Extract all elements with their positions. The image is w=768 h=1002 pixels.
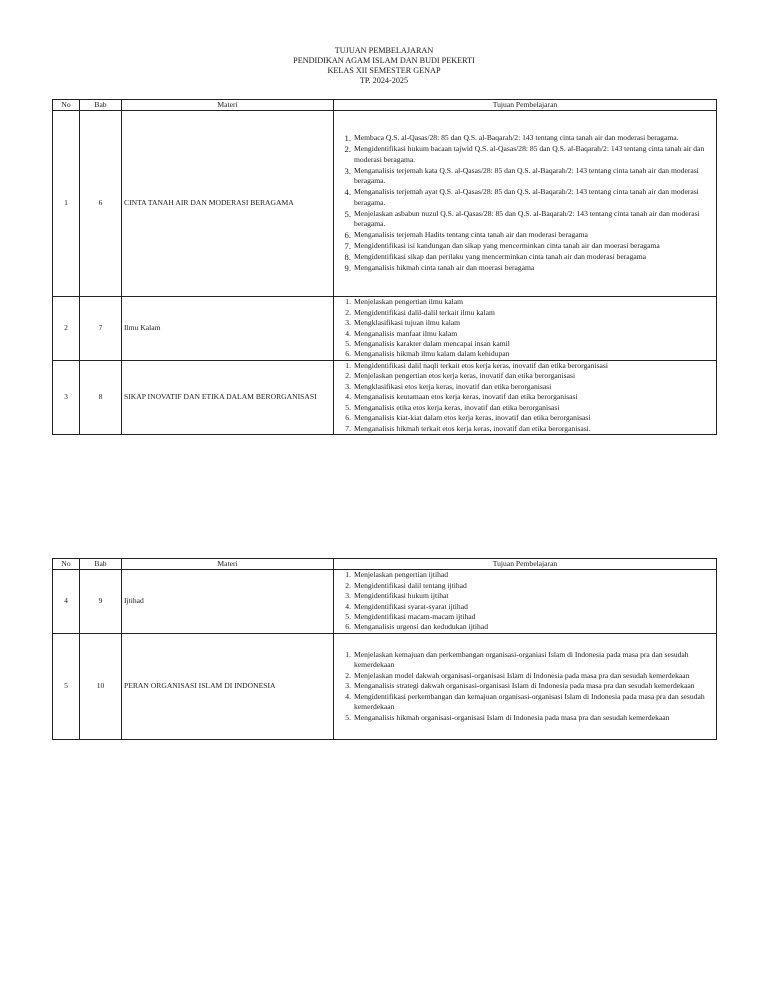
list-item-number: 5. [345, 611, 351, 621]
list-item-text: Mengidentifikasi dalil tentang ijtihad [354, 580, 467, 590]
list-item-number: 3. [345, 318, 351, 328]
list-item [334, 382, 714, 392]
column-header-bab: Bab [80, 100, 122, 111]
list-item [334, 570, 714, 580]
objectives-list [334, 650, 714, 723]
list-item-number: 7. [345, 423, 351, 433]
table-row [53, 634, 717, 740]
table-row [53, 111, 717, 297]
list-item-text: Menjelaskan pengertian etos kerja keras, inovatif dan etika berorganisasi [354, 371, 576, 381]
list-item-number: 4. [345, 601, 351, 611]
list-item-number: 2. [345, 580, 351, 590]
objectives-list [334, 133, 714, 273]
row-no: 1 [53, 111, 80, 297]
list-item [334, 252, 714, 262]
list-item-number: 2. [345, 371, 351, 381]
list-item-number: 1. [344, 133, 351, 144]
column-header-materi: Materi [122, 559, 334, 570]
list-item [334, 692, 714, 713]
table-row [53, 570, 717, 634]
list-item [334, 581, 714, 591]
list-item-number: 6. [345, 413, 351, 423]
list-item-text: Menganalisis etika etos kerja keras, inovatif dan etika berorganisasi [354, 402, 560, 412]
list-item [334, 713, 714, 723]
list-item [334, 166, 714, 187]
list-item-number: 7. [344, 241, 351, 252]
list-item [334, 591, 714, 601]
column-header-no: No [53, 100, 80, 111]
row-bab: 9 [80, 570, 122, 634]
row-no: 2 [53, 297, 80, 361]
table-header-row [53, 559, 717, 570]
row-no: 3 [53, 361, 80, 435]
list-item-text: Menjelaskan pengertian ilmu kalam [354, 297, 464, 307]
list-item-text: Menganalisis manfaat ilmu kalam [354, 328, 458, 338]
list-item [334, 297, 714, 307]
list-item [334, 209, 714, 230]
list-item-number: 4. [345, 691, 351, 701]
list-item [334, 339, 714, 349]
list-item-number: 6. [345, 622, 351, 632]
list-item-text: Menganalisis kiat-kiat dalam etos kerja keras, inovatif dan etika berorganisasi [354, 413, 591, 423]
objectives-list [334, 297, 714, 359]
list-item [334, 424, 714, 434]
list-item [334, 681, 714, 691]
table-row [53, 297, 717, 361]
list-item-text: Mengidentifikasi dalil-dalil terkait ilmu kalam [354, 307, 495, 317]
list-item [334, 612, 714, 622]
list-item-text: Mengidentifikasi perkembangan dan kemajuan organisasi-organisasi Islam di Indonesia pada masa pra dan sesudah kemerdekaan [354, 691, 705, 712]
list-item-text: Menganalisis hikmah terkait etos kerja keras, inovatif dan etika berorganisasi. [354, 423, 591, 433]
row-bab: 8 [80, 361, 122, 435]
objectives-list [334, 361, 714, 434]
list-item-number: 4. [345, 392, 351, 402]
column-header-no: No [53, 559, 80, 570]
header-class: KELAS XII SEMESTER GENAP [327, 66, 441, 75]
row-no: 5 [53, 634, 80, 740]
row-tujuan [334, 570, 717, 634]
list-item-number: 3. [345, 681, 351, 691]
list-item [334, 671, 714, 681]
objectives-list [334, 570, 714, 632]
list-item-text: Mengidentifikasi isi kandungan dan sikap yang mencerminkan cinta tanah air dan moerasi beragama [354, 241, 660, 251]
list-item [334, 392, 714, 402]
list-item [334, 133, 714, 143]
header-year: TP. 2024-2025 [359, 76, 409, 85]
list-item-number: 3. [345, 381, 351, 391]
list-item-number: 5. [345, 402, 351, 412]
row-tujuan [334, 634, 717, 740]
row-materi: CINTA TANAH AIR DAN MODERASI BERAGAMA [122, 111, 334, 297]
list-item-text: Menganalisis urgensi dan kedudukan ijtihad [354, 622, 488, 632]
row-materi: Ijtihad [122, 570, 334, 634]
table-row [53, 361, 717, 435]
list-item-number: 1. [345, 650, 351, 660]
list-item [334, 329, 714, 339]
list-item [334, 371, 714, 381]
list-item-text: Menganalisis hikmah ilmu kalam dalam kehidupan [354, 349, 510, 359]
list-item [334, 187, 714, 208]
list-item-text: Mengklasifikasi etos kerja keras, inovatif dan etika berorganisasi [354, 381, 552, 391]
row-tujuan [334, 111, 717, 297]
list-item-text: Mengidentifikasi hukum bacaan tajwid Q.S. al-Qasas/28: 85 dan Q.S. al-Baqarah/2: 143 tentang cinta tanah air dan moderasi beragama. [354, 144, 705, 164]
list-item-text: Menjelaskan model dakwah organisasi-organisasi Islam di Indonesia pada masa pra dan sesudah kemerdekaan [354, 670, 690, 680]
list-item-number: 6. [344, 230, 351, 241]
list-item [334, 318, 714, 328]
list-item-number: 6. [345, 349, 351, 359]
row-tujuan [334, 297, 717, 361]
list-item-text: Menganalisis strategi dakwah organisasi-organisasi Islam di Indonesia pada masa pra dan sesudah kemerdekaan [354, 681, 695, 691]
list-item-text: Mengklasifikasi tujuan ilmu kalam [354, 318, 461, 328]
list-item-text: Mengidentifikasi macam-macam ijtihad [354, 611, 476, 621]
row-bab: 6 [80, 111, 122, 297]
list-item-text: Menganalisis terjemah Hadits tentang cinta tanah air dan moderasi beragama [354, 230, 588, 240]
list-item-text: Menganalisis terjemah ayat Q.S. al-Qasas/28: 85 dan Q.S. al-Baqarah/2: 143 tentang cinta tanah air dan moderasi beragama. [354, 187, 699, 207]
objectives-table-2 [52, 558, 717, 740]
list-item-number: 4. [344, 187, 351, 198]
list-item [334, 622, 714, 632]
list-item [334, 650, 714, 671]
column-header-tujuan: Tujuan Pembelajaran [334, 559, 717, 570]
list-item-text: Menjelaskan kemajuan dan perkembangan organisasi-organiasi Islam di Indonesia pada masa pra dan sesudah kemerdekaan [354, 650, 689, 670]
list-item-number: 9. [344, 263, 351, 274]
list-item-text: Menjelaskan asbabun nuzul Q.S. al-Qasas/28: 85 dan Q.S. al-Baqarah/2: 143 tentang cinta tanah air dan moderasi beragama. [354, 208, 700, 229]
row-materi: PERAN ORGANISASI ISLAM DI INDONESIA [122, 634, 334, 740]
list-item [334, 602, 714, 612]
list-item [334, 361, 714, 371]
list-item-number: 1. [345, 361, 351, 371]
header-subject: PENDIDIKAN AGAM ISLAM DAN BUDI PEKERTI [293, 56, 475, 65]
column-header-tujuan: Tujuan Pembelajaran [334, 100, 717, 111]
list-item-number: 2. [345, 670, 351, 680]
list-item-number: 1. [345, 297, 351, 307]
row-bab: 10 [80, 634, 122, 740]
list-item-text: Mengidentifikasi dalil naqli terkait etos kerja keras, inovatif dan etika berorganisasi [354, 361, 608, 371]
list-item-text: Menganalisis keutamaan etos kerja keras, inovatif dan etika berorganisasi [354, 392, 578, 402]
list-item-text: Menganalisis hikmah cinta tanah air dan moerasi beragama [354, 263, 535, 273]
list-item [334, 230, 714, 240]
list-item-text: Mengidentifikasi syarat-syarat ijtihad [354, 601, 468, 611]
list-item [334, 263, 714, 273]
list-item-number: 4. [345, 328, 351, 338]
list-item-text: Mengidentifikasi hukum ijtihat [354, 591, 449, 601]
list-item [334, 413, 714, 423]
list-item-text: Menjelaskan pengertian ijtihad [354, 570, 449, 580]
list-item [334, 403, 714, 413]
row-materi: Ilmu Kalam [122, 297, 334, 361]
list-item-text: Menganalisis karakter dalam mencapai insan kamil [354, 338, 510, 348]
list-item-number: 3. [345, 591, 351, 601]
list-item [334, 144, 714, 165]
list-item-number: 3. [344, 165, 351, 176]
column-header-materi: Materi [122, 100, 334, 111]
list-item-text: Menganalisis hikmah organisasi-organisasi Islam di Indonesia pada masa pra dan sesudah kemerdekaan [354, 712, 670, 722]
list-item-number: 5. [344, 208, 351, 219]
list-item-text: Mengidentifikasi sikap dan perilaku yang mencerminkan cinta tanah air dan moderasi beragama [354, 252, 647, 262]
list-item-number: 5. [345, 338, 351, 348]
list-item-number: 5. [345, 712, 351, 722]
row-tujuan [334, 361, 717, 435]
column-header-bab: Bab [80, 559, 122, 570]
list-item-number: 2. [344, 144, 351, 155]
document-header [0, 46, 768, 86]
list-item [334, 349, 714, 359]
list-item-text: Membaca Q.S. al-Qasas/28: 85 dan Q.S. al-Baqarah/2: 143 tentang cinta tanah air dan moderasi beragama. [354, 133, 679, 143]
list-item-text: Menganalisis terjemah kata Q.S. al-Qasas/28: 85 dan Q.S. al-Baqarah/2: 143 tentang cinta tanah air dan moderasi beragama. [354, 165, 699, 186]
list-item [334, 241, 714, 251]
list-item [334, 308, 714, 318]
row-no: 4 [53, 570, 80, 634]
objectives-table-1 [52, 99, 717, 435]
header-title: TUJUAN PEMBELAJARAN [334, 46, 434, 55]
row-materi: SIKAP INOVATIF DAN ETIKA DALAM BERORGANISASI [122, 361, 334, 435]
row-bab: 7 [80, 297, 122, 361]
list-item-number: 2. [345, 307, 351, 317]
list-item-number: 1. [345, 570, 351, 580]
list-item-number: 8. [344, 252, 351, 263]
table-header-row [53, 100, 717, 111]
